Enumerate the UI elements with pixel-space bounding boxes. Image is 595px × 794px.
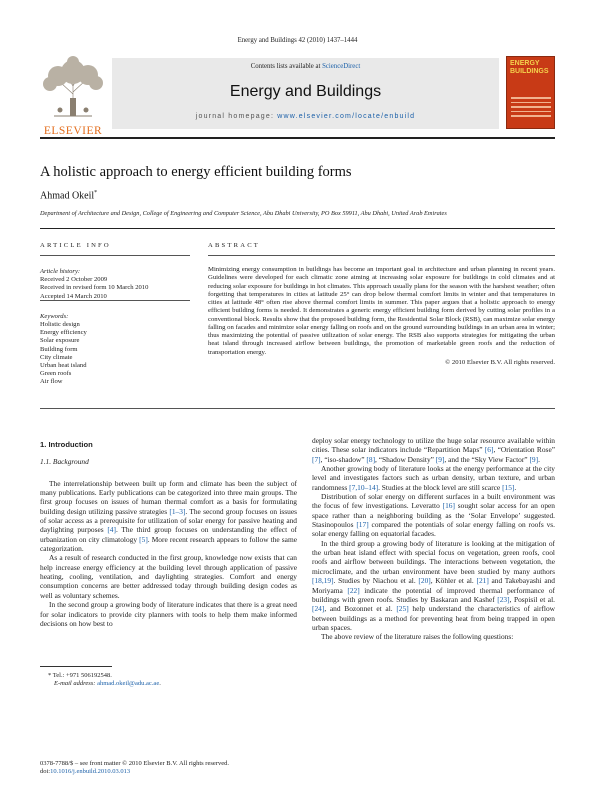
cover-title bbox=[507, 57, 554, 75]
paragraph: Distribution of solar energy on different surfaces in a built environment was the focus of few investigations. Leveratto [16] sought solar access for an open space rather than a neighboring building as the ‘Solar Envelope’ suggested. Stasinopoulos [17] compared the potentials of solar energy falling on roofs vs. solar energy falling on equatorial facades. bbox=[312, 492, 555, 539]
cover-decoration bbox=[511, 97, 551, 120]
elsevier-tree-icon bbox=[40, 54, 106, 120]
paragraph: Another growing body of literature looks at the energy performance at the city level and investigates factors such as urban density, urban texture, and urban randomness [7,10–14]. Studies at the block level are still scarce [15]. bbox=[312, 464, 555, 492]
doi-link[interactable]: 10.1016/j.enbuild.2010.03.013 bbox=[50, 768, 131, 776]
keyword: City climate bbox=[40, 353, 73, 361]
citation-link[interactable]: [6] bbox=[484, 445, 494, 455]
article-info-heading: ARTICLE INFO bbox=[40, 242, 111, 249]
email-link[interactable]: ahmad.okeil@adu.ac.ae bbox=[97, 680, 160, 688]
author-name: Ahmad Okeil bbox=[40, 190, 95, 202]
paragraph: In the third group a growing body of literature is looking at the mitigation of the urban heat island effect with special focus on vegetation, green roofs, cool roofs and airflow between buildings. The interactions between vegetation, the microclimate, and the urban environment have been studied by many authors [18,19]. Studies by Niachou et al. [20], Köhler et al. [21] and Takebayashi and Moriyama [22] indicate the potential of improved thermal performance of buildings with green roofs. Studies by Baskaran and Kashef [23], Pospisil et al. [24], and Bozonnet et al. [25] help understand the characteristics of airflow between buildings as a method for preventing heat from being trapped in open urban spaces. bbox=[312, 538, 555, 632]
issn-line: 0378-7788/$ – see front matter © 2010 Elsevier B.V. All rights reserved. bbox=[40, 760, 229, 767]
keyword: Solar exposure bbox=[40, 337, 80, 345]
subsection-heading: 1.1. Background bbox=[40, 457, 89, 467]
citation-link[interactable]: [23] bbox=[497, 594, 510, 604]
citation-link[interactable]: [4] bbox=[107, 525, 116, 535]
citation-link[interactable]: [9] bbox=[435, 454, 445, 464]
keyword: Air flow bbox=[40, 378, 63, 386]
contents-prefix: Contents lists available at bbox=[250, 63, 323, 70]
abstract-heading: ABSTRACT bbox=[208, 242, 261, 249]
journal-homepage bbox=[112, 113, 499, 120]
author-line bbox=[40, 190, 97, 201]
keywords-rule bbox=[40, 300, 190, 301]
history-label: Article history: bbox=[40, 268, 81, 275]
banner-rule bbox=[40, 137, 555, 139]
elsevier-logo bbox=[40, 54, 106, 137]
keyword: Green roofs bbox=[40, 370, 72, 378]
contents-line bbox=[112, 63, 499, 70]
footnote bbox=[40, 672, 297, 688]
citation-link[interactable]: [20] bbox=[418, 576, 431, 586]
citation-link[interactable]: [17] bbox=[356, 520, 369, 530]
keywords-label: Keywords: bbox=[40, 312, 69, 320]
cover-title-line2: BUILDINGS bbox=[510, 67, 549, 75]
article-info-rule bbox=[40, 255, 190, 256]
journal-cover bbox=[506, 56, 555, 129]
history-item: Accepted 14 March 2010 bbox=[40, 292, 107, 300]
article-info bbox=[40, 268, 185, 387]
history-item: Received in revised form 10 March 2010 bbox=[40, 284, 149, 292]
citation-link[interactable]: [24] bbox=[312, 604, 325, 614]
body-left-column bbox=[40, 440, 297, 628]
history-item: Received 2 October 2009 bbox=[40, 276, 108, 284]
publisher-name: ELSEVIER bbox=[43, 125, 103, 137]
citation-link[interactable]: [1–3] bbox=[169, 506, 186, 516]
citation-link[interactable]: [5] bbox=[139, 534, 148, 544]
sciencedirect-link[interactable]: ScienceDirect bbox=[322, 63, 361, 70]
running-header: Energy and Buildings 42 (2010) 1437–1444 bbox=[237, 37, 358, 44]
paragraph: deploy solar energy technology to utilize the huge solar resource available within cities. These solar indicators include “Repartition Maps” [6], “Orientation Rose” [7], “iso-shadow” [8], “Shadow Density” [9], and the “Sky View Factor” [9]. bbox=[312, 436, 555, 464]
paragraph: The interrelationship between built up form and climate has been the subject of many publications. Early publications can be categorized into three main groups. The first group focuses on issues of human thermal comfort as a basis for formulating building design utilizing passive strategies [1–3]. The second group focuses on issues of solar access as a prerequisite for utilization of solar energy for passive heating and daylighting purposes [4]. The third group focuses on understanding the effect of urbanization on city climatology [5]. More recent research appears to follow the same categorization. bbox=[40, 478, 297, 554]
abstract bbox=[208, 266, 555, 367]
header-rule bbox=[40, 228, 555, 229]
keyword: Building form bbox=[40, 345, 78, 353]
citation-link[interactable]: [15] bbox=[502, 482, 515, 492]
keyword: Urban heat island bbox=[40, 362, 87, 370]
article-title: A holistic approach to energy efficient building forms bbox=[40, 164, 352, 180]
paragraph: As a result of research conducted in the first group, knowledge now exists that can help increase energy efficiency at the building level through application of passive heating, cooling, ventilation, and daylighting strategies. Comfort and energy consumption concerns are better addressed today through building design codes as well as voluntary schemes. bbox=[40, 553, 297, 600]
homepage-url[interactable]: www.elsevier.com/locate/enbuild bbox=[277, 113, 416, 120]
abstract-copyright: © 2010 Elsevier B.V. All rights reserved. bbox=[445, 358, 555, 366]
footnote-email: E-mail address: ahmad.okeil@adu.ac.ae. bbox=[54, 680, 161, 688]
section-heading: 1. Introduction bbox=[40, 440, 93, 449]
author-mark: * bbox=[94, 190, 98, 196]
citation-link[interactable]: [8] bbox=[366, 454, 376, 464]
citation-link[interactable]: [21] bbox=[476, 576, 489, 586]
abstract-bottom-rule bbox=[40, 408, 555, 409]
keyword: Holistic design bbox=[40, 321, 80, 329]
footnote-tel: * Tel.: +971 506192548. bbox=[48, 672, 112, 679]
cover-title-line1: ENERGY bbox=[510, 60, 540, 67]
paragraph: The above review of the literature raises the following questions: bbox=[321, 632, 514, 642]
homepage-prefix: journal homepage: bbox=[195, 113, 278, 120]
citation-link[interactable]: [16] bbox=[442, 501, 455, 511]
citation-link[interactable]: [25] bbox=[396, 604, 409, 614]
citation-link[interactable]: [9] bbox=[529, 454, 539, 464]
citation-link[interactable]: [22] bbox=[347, 585, 360, 595]
paragraph: In the second group a growing body of literature indicates that there is a great need for solar indicators to provide city planners with tools to help them make informed decisions on how best to bbox=[40, 600, 297, 628]
footnote-rule bbox=[40, 666, 112, 667]
abstract-rule bbox=[208, 255, 555, 256]
abstract-text: Minimizing energy consumption in buildings has become an important goal in architecture and urban planning in recent years. Guidelines were developed for each climatic zone aiming at increasing solar exposure for buildings in cold climates and at reducing solar exposure for buildings in hot climates. This approach usually plans for the season with the harshest weather; often forgetting that temperatures in cities at latitude 25° can drop below thermal comfort limits in winter and that temperatures in cities at latitude 48° often rise above thermal comfort limits in summer. This paper argues that a holistic approach to energy efficient building forms is needed. It demonstrates a generic energy efficient building form derived by cutting solar profiles in a conventional block. Results show that the proposed building form, the Residential Solar Block (RSB), can maximize solar energy falling on facades and minimize solar energy falling on roofs and on the ground surrounding buildings in an urban area in winter; thus maximizing the potential of passive utilization of solar energy. The RSB also supports strategies for mitigating the urban heat island through increased airflow between buildings, the promotion of marketable green roofs and the reduction of transportation energy. bbox=[208, 266, 555, 356]
journal-name: Energy and Buildings bbox=[229, 83, 382, 100]
bottom-meta bbox=[40, 760, 229, 776]
affiliation: Department of Architecture and Design, College of Engineering and Computer Science, Abu Dhabi University, PO Box 59911, Abu Dhabi, United Arab Emirates bbox=[40, 210, 447, 217]
citation-link[interactable]: [18,19] bbox=[312, 576, 334, 586]
citation-link[interactable]: [7] bbox=[312, 454, 321, 464]
citation-link[interactable]: [7,10–14] bbox=[349, 482, 379, 492]
body-right-column bbox=[312, 436, 555, 642]
keyword: Energy efficiency bbox=[40, 329, 87, 337]
doi-line: doi:10.1016/j.enbuild.2010.03.013 bbox=[40, 768, 131, 776]
